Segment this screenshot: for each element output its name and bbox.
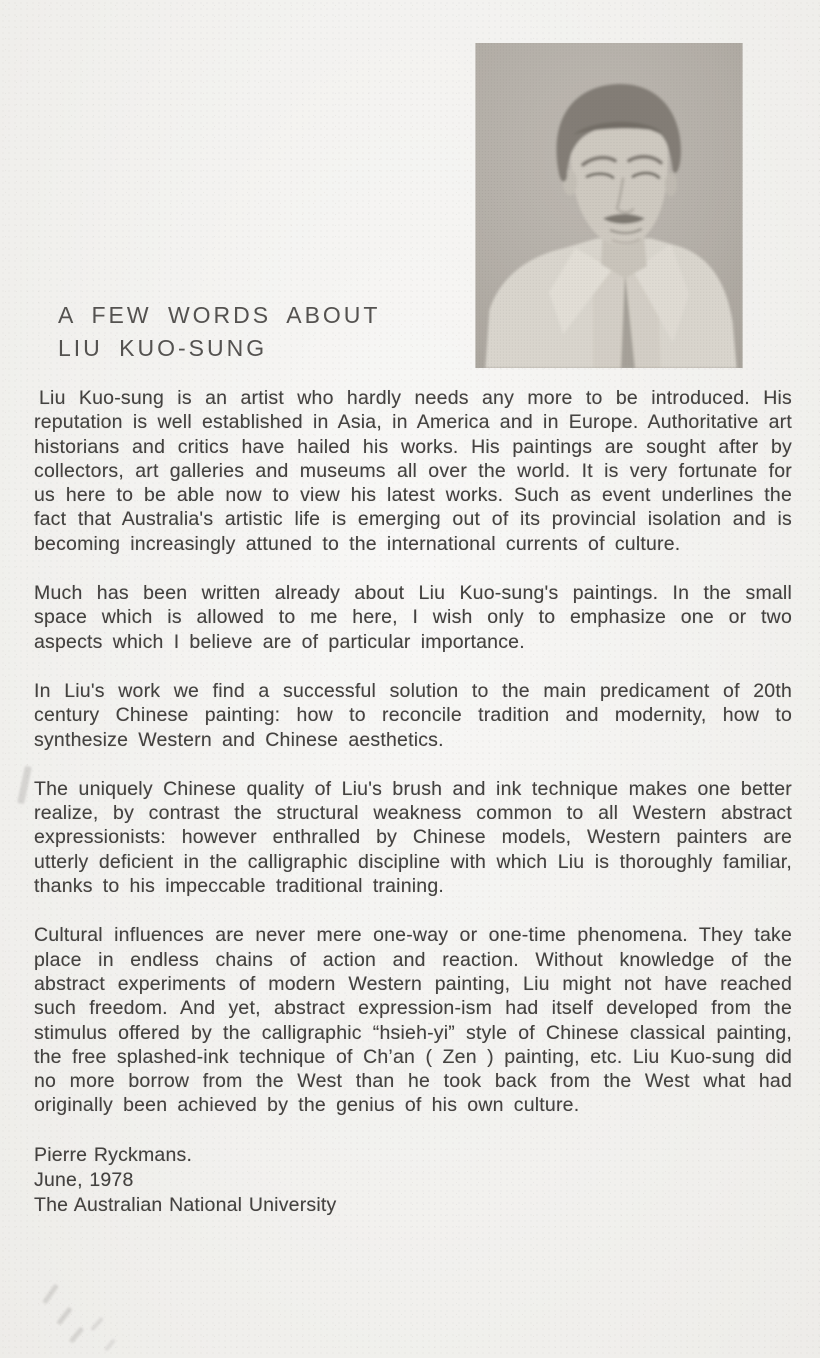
page-title-line1: A FEW WORDS ABOUT xyxy=(58,302,381,328)
article-body xyxy=(34,386,792,1218)
page-title-line2: LIU KUO-SUNG xyxy=(58,335,268,361)
page-title xyxy=(58,299,380,365)
paragraph-cultural-influences: Cultural influences are never mere one-way or one-time phenomena. They take place in endless chains of action and reaction. Without knowledge of the abstract experiments of modern Western painting, Liu might not have reached such freedom. And yet, abstract expression-ism had itself developed from the stimulus offered by the calligraphic “hsieh-yi” style of Chinese classical painting, the free splashed-ink technique of Ch’an ( Zen ) painting, etc. Liu Kuo-sung did no more borrow from the West than he took back from the West what had originally been achieved by the genius of his own culture. xyxy=(34,924,792,1117)
scan-smudge xyxy=(104,1338,116,1351)
scan-smudge xyxy=(17,766,32,805)
signature-name: Pierre Ryckmans. xyxy=(34,1143,193,1166)
paragraph-much-written: Much has been written already about Liu Kuo-sung's paintings. In the small space which is allowed to me here, I wish only to emphasize one or two aspects which I believe are of particular importance. xyxy=(34,582,792,653)
scan-smudge xyxy=(90,1317,104,1332)
scan-smudge xyxy=(69,1326,84,1343)
scan-smudge xyxy=(42,1284,59,1305)
portrait-photo-illustration xyxy=(475,43,743,368)
paragraph-predicament: In Liu's work we find a successful solution to the main predicament of 20th century Chinese painting: how to reconcile tradition and modernity, how to synthesize Western and Chinese aesthetics. xyxy=(34,679,792,751)
signature-date: June, 1978 xyxy=(34,1168,134,1191)
paragraph-intro: Liu Kuo-sung is an artist who hardly needs any more to be introduced. His reputation is well established in Asia, in America and in Europe. Authoritative art historians and critics have hailed his works. His paintings are sought after by collectors, art galleries and museums all over the world. It is very fortunate for us here to be able now to view his latest works. Such as event underlines the fact that Australia's artistic life is emerging out of its provincial isolation and is becoming increasingly attuned to the international currents of culture. xyxy=(34,387,792,555)
paragraph-brush-ink: The uniquely Chinese quality of Liu's brush and ink technique makes one better realize, by contrast the structural weakness common to all Western abstract expressionists: however enthralled by Chinese models, Western painters are utterly deficient in the calligraphic discipline with which Liu is thoroughly familiar, thanks to his impeccable traditional training. xyxy=(34,777,792,898)
signature-affiliation: The Australian National University xyxy=(34,1193,337,1216)
scan-smudge xyxy=(56,1307,72,1326)
signature-block xyxy=(34,1143,792,1218)
portrait-photo xyxy=(475,43,743,368)
